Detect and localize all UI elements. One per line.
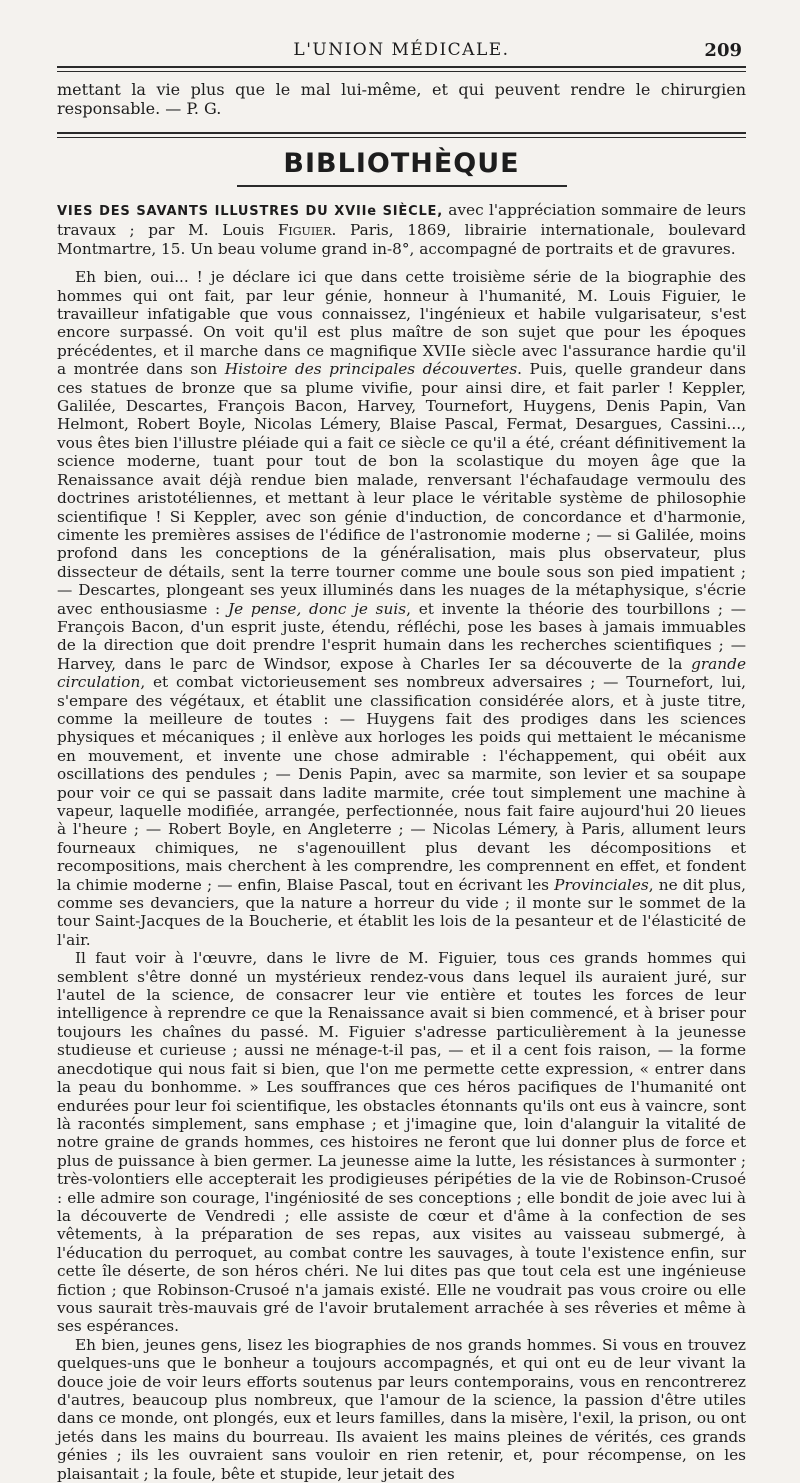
book-author: Figuier: [277, 221, 332, 240]
italic-run: grande circulation: [57, 654, 746, 692]
text-run: , et invente la théorie des tourbillons ; — François Bacon, d'un esprit juste, étendu, réfléchi, pose les bases à jamais immuables de la direction que doit prendre l'esprit humain dans les recherches scientifiques ; — Harvey, dans le parc de Windsor, expose à Charles Ier sa découverte de la: [57, 599, 747, 673]
italic-run: Histoire des principales découvertes: [224, 360, 518, 379]
text-run: . Puis, quelle grandeur dans ces statues de bronze que sa plume vivifie, pour ainsi dire, et fait parler ! Keppler, Galilée, Descartes, François Bacon, Harvey, Tournefort, Huygens, Denis Papin, Van Helmont, Robert Boyle, Nicolas Lémery, Blaise Pascal, Fermat, Desargues, Cassini..., vous êtes bien l'illustre pléiade qui a fait ce siècle ce qu'il a été, créant définitivement la science moderne, tuant pour tout de bon la scolastique du moyen âge que la Renaissance avait déjà rendue bien malade, renversant l'échafaudage vermoulu des doctrines aristotéliennes, et mettant à leur place le véritable système de philosophie scientifique ! Si Keppler, avec son génie d'induction, de concordance et d'harmonie, cimente les premières assises de l'édifice de l'astronomie moderne ; — si Galilée, moins profond dans les conceptions de la généralisation, mais plus observateur, plus dissecteur de détails, sent la terre tourner comme une boule sous son pied impatient ; — Descartes, plongeant ses yeux illuminés dans les nuages de la métaphysique, s'écrie avec enthousiasme :: [57, 360, 746, 618]
section-title: BIBLIOTHÈQUE: [283, 148, 520, 179]
journal-title: L'UNION MÉDICALE.: [293, 40, 510, 60]
text-run: , et combat victorieusement ses nombreux adversaires ; — Tournefort, lui, s'empare des végétaux, et établit une classification considérée alors, et à juste titre, comme la meilleure de toutes : — Huygens fait des prodiges dans les sciences physiques et mécaniques ; il enlève aux horloges les poids qui mettaient le mécanisme en mouvement, et invente une chose admirable : l'échappement, qui obéit aux oscillations des pendules ; — Denis Papin, avec sa marmite, son levier et sa soupape pour voir ce qui se passait dans ladite marmite, crée tout simplement une machine à vapeur, laquelle modifiée, arrangée, perfectionnée, nous fait faire aujourd'hui 20 lieues à l'heure ; — Robert Boyle, en Angleterre ; — Nicolas Lémery, à Paris, allument leurs fourneaux chimiques, ne s'agenouillent plus devant les décompositions et recompositions, mais cherchent à les comprendre, les comprennent en effet, et fondent la chimie moderne ; — enfin, Blaise Pascal, tout en écrivant les: [57, 673, 746, 894]
italic-run: Provinciales: [554, 875, 649, 894]
book-ref-text-2: . Paris, 1869, librairie internationale, boulevard Montmartre, 15. Un beau volume grand in-8°, accompagné de portraits et de gravures.: [57, 221, 746, 258]
text-run: , ne dit plus, comme ses devanciers, que la nature a horreur du vide ; il monte sur le sommet de la tour Saint-Jacques de la Boucherie, et établit les lois de la pesanteur et de l'élasticité de l'air.: [57, 875, 746, 949]
article-paragraph-3: Eh bien, jeunes gens, lisez les biographies de nos grands hommes. Si vous en trouvez quelques-uns que le bonheur a toujours accompagnés, et qui ont eu de leur vivant la douce joie de voir leurs efforts soutenus par leurs contemporains, vous en rencontrerez d'autres, beaucoup plus nombreux, que l'amour de la science, la passion d'être utiles dans ce monde, ont plongés, eux et leurs familles, dans la misère, l'exil, la prison, ou ont jetés dans les mains du bourreau. Ils avaient les mains pleines de vérités, ces grands génies ; ils les ouvraient sans vouloir en rien retenir, et, pour récompense, on les plaisantait ; la foule, bête et stupide, leur jetait des: [57, 1335, 746, 1483]
italic-run: Je pense, donc je suis: [227, 599, 407, 618]
section-separator: [57, 132, 746, 138]
book-reference: [57, 201, 746, 258]
article-paragraph-2: Il faut voir à l'œuvre, dans le livre de M. Figuier, tous ces grands hommes qui semblent s'être donné un mystérieux rendez-vous dans lequel ils auraient juré, sur l'autel de la science, de consacrer leur vie entière et toutes les forces de leur intelligence à reprendre ce que la Renaissance avait si bien commencé, et à briser pour toujours les chaînes du passé. M. Figuier s'adresse particulièrement à la jeunesse studieuse et curieuse ; aussi ne ménage-t-il pas, — et il a cent fois raison, — la forme anecdotique qui nous fait si bien, que l'on me permette cette expression, « entrer dans la peau du bonhomme. » Les souffrances que ces héros pacifiques de l'humanité ont endurées pour leur foi scientifique, les obstacles étonnants qu'ils ont eus à vaincre, sont là racontés simplement, sans emphase ; et j'imagine que, loin d'alanguir la vitalité de notre graine de grands hommes, ces histoires ne feront que lui donner plus de force et plus de puissance à bien germer. La jeunesse aime la lutte, les résistances à surmonter ; très-volontiers elle accepterait les prodigieuses péripéties de la vie de Robinson-Crusoé : elle admire son courage, l'ingéniosité de ses conceptions ; elle bondit de joie avec lui à la découverte de Vendredi ; elle assiste de cœur et d'âme à la confection de ses vêtements, à la préparation de ses repas, aux visites au vaisseau submergé, à l'éducation du perroquet, au combat contre les sauvages, à toute l'existence enfin, sur cette île déserte, de son héros chéri. Ne lui dites pas que tout cela est une ingénieuse fiction ; que Robinson-Crusoé n'a jamais existé. Elle ne voudrait pas vous croire ou elle vous saurait très-mauvais gré de l'avoir brutalement arrachée à ses rêveries et même à ses espérances.: [57, 949, 746, 1336]
header-rule-thin: [57, 71, 746, 72]
running-head: [57, 0, 746, 66]
title-underline: [237, 185, 567, 187]
page-number: 209: [704, 40, 742, 61]
book-ref-text: avec l'appréciation sommaire de leurs travaux ; par M. Louis: [57, 201, 746, 240]
text-run: Eh bien, oui... ! je déclare ici que dans cette troisième série de la biographie des hommes qui ont fait, par leur génie, honneur à l'humanité, M. Louis Figuier, le travailleur infatigable que vous connaissez, l'ingénieux et habile vulgarisateur, s'est encore surpassé. On voit qu'il est plus maître de son sujet que pour les époques précédentes, et il marche dans ce magnifique XVIIe siècle avec l'assurance hardie qu'il a montrée dans son: [57, 268, 746, 379]
article-paragraph-1: [57, 268, 746, 949]
header-rule: [57, 66, 746, 68]
book-title: VIES DES SAVANTS ILLUSTRES DU XVIIe SIÈCLE,: [57, 204, 443, 219]
lead-paragraph: mettant la vie plus que le mal lui-même, et qui peuvent rendre le chirurgien responsable. — P. G.: [57, 80, 746, 118]
